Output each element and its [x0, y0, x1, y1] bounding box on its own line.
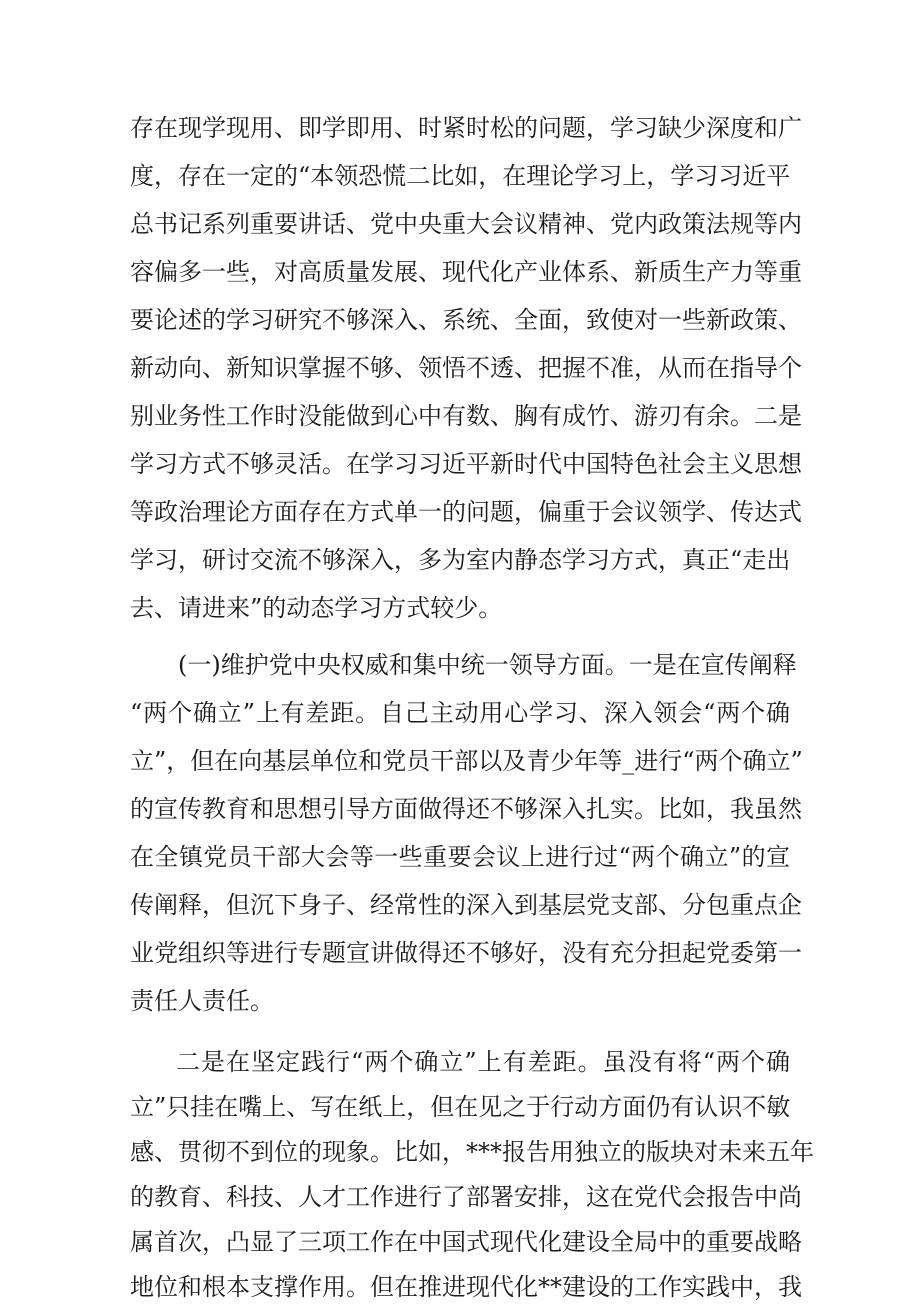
paragraph-1-line-5: 要论述的学习研究不够深入、系统、全面，致使对一些新政策、	[130, 306, 802, 334]
paragraph-3-line-6: 地位和根本支撑作用。但在推进现代化**建设的工作实践中，我	[130, 1273, 802, 1301]
paragraph-3-line-5: 属首次，凸显了三项工作在中国式现代化建设全局中的重要战略	[130, 1228, 802, 1256]
paragraph-1-line-1: 存在现学现用、即学即用、时紧时松的问题，学习缺少深度和广	[130, 114, 802, 142]
paragraph-2-line-6: 传阐释，但沉下身子、经常性的深入到基层党支部、分包重点企	[130, 891, 802, 919]
paragraph-1-line-7: 别业务性工作时没能做到心中有数、胸有成竹、游刃有余。二是	[130, 402, 802, 430]
paragraph-2-line-7: 业党组织等进行专题宣讲做得还不够好，没有充分担起党委第一	[130, 939, 802, 967]
paragraph-1-line-11: 去、请进来”的动态学习方式较少。	[130, 594, 503, 622]
paragraph-2-line-5: 在全镇党员干部大会等一些重要会议上进行过“两个确立”的宣	[130, 843, 790, 871]
paragraph-3-line-1: 二是在坚定践行“两个确立”上有差距。虽没有将“两个确	[176, 1048, 790, 1076]
paragraph-2-line-3: 立”，但在向基层单位和党员干部以及青少年等_进行“两个确立”	[130, 747, 803, 775]
paragraph-1-line-4: 容偏多一些，对高质量发展、现代化产业体系、新质生产力等重	[130, 258, 802, 286]
paragraph-3-line-4: 的教育、科技、人才工作进行了部署安排，这在党代会报告中尚	[130, 1183, 802, 1211]
paragraph-2-line-4: 的宣传教育和思想引导方面做得还不够深入扎实。比如，我虽然	[130, 795, 802, 823]
paragraph-3-line-3: 感、贯彻不到位的现象。比如，***报告用独立的版块对未来五年	[130, 1138, 814, 1166]
paragraph-2-line-1: (一)维护党中央权威和集中统一领导方面。一是在宣传阐释	[178, 651, 797, 679]
paragraph-1-line-10: 学习，研讨交流不够深入，多为室内静态学习方式，真正“走出	[130, 546, 791, 574]
paragraph-2-line-8: 责任人责任。	[130, 987, 274, 1015]
paragraph-1-line-3: 总书记系列重要讲话、党中央重大会议精神、党内政策法规等内	[130, 210, 802, 238]
paragraph-3-line-2: 立”只挂在嘴上、写在纸上，但在见之于行动方面仍有认识不敏	[130, 1093, 791, 1121]
paragraph-2-line-2: “两个确立”上有差距。自己主动用心学习、深入领会“两个确	[130, 699, 790, 727]
paragraph-1-line-9: 等政治理论方面存在方式单一的问题，偏重于会议领学、传达式	[130, 498, 802, 526]
paragraph-1-line-8: 学习方式不够灵活。在学习习近平新时代中国特色社会主义思想	[130, 450, 802, 478]
paragraph-1-line-6: 新动向、新知识掌握不够、领悟不透、把握不准，从而在指导个	[130, 354, 802, 382]
paragraph-1-line-2: 度，存在一定的“本领恐慌二比如，在理论学习上，学习习近平	[130, 162, 791, 190]
